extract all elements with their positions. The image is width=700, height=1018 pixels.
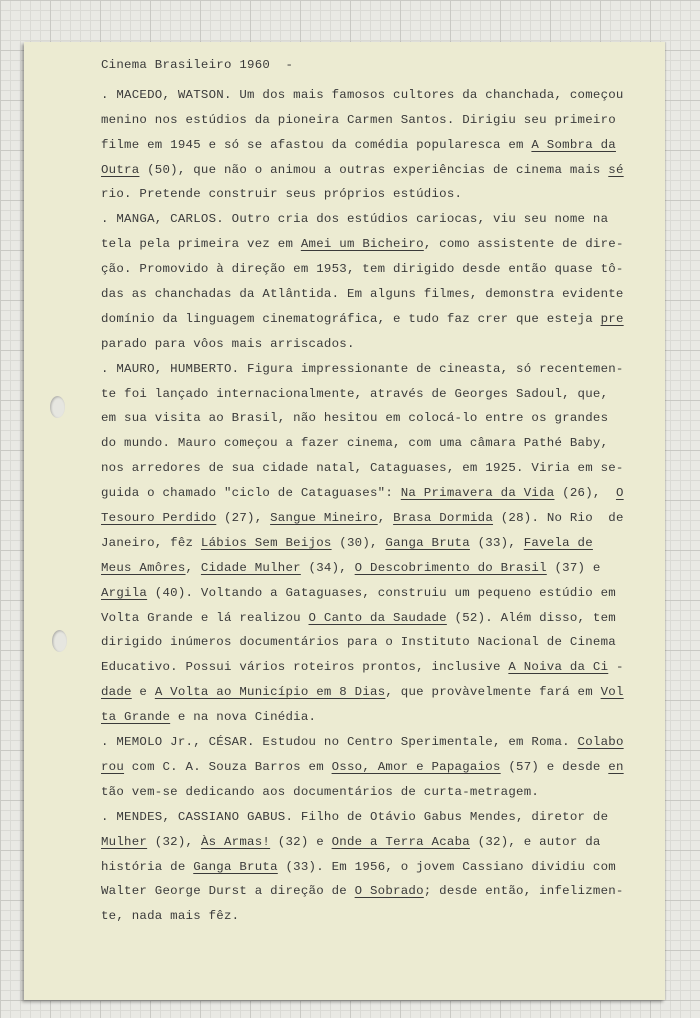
film-title: Ganga Bruta: [193, 859, 278, 874]
film-title: O Descobrimento do Brasil: [354, 560, 547, 575]
text-run: -: [608, 660, 624, 675]
text-line: [101, 904, 626, 929]
film-title: sé: [608, 162, 624, 177]
text-run: te, nada mais fêz.: [101, 909, 240, 924]
text-run: (26),: [554, 486, 616, 501]
text-line: [101, 531, 626, 556]
film-title: ta Grande: [101, 710, 171, 725]
film-title: Osso, Amor e Papagaios: [331, 759, 501, 774]
film-title: Meus Amôres: [101, 560, 186, 575]
text-run: filme em 1945 e só se afastou da comédia popularesca em: [101, 137, 532, 152]
text-line: [101, 282, 626, 307]
text-line: [101, 133, 626, 158]
text-run: . MAURO, HUMBERTO. Figura impressionante de cineasta, só recentemen-: [101, 361, 624, 376]
film-title: Sangue Mineiro: [270, 511, 378, 526]
film-title: Às Armas!: [200, 834, 271, 849]
text-run: (30),: [331, 535, 386, 550]
text-run: guida o chamado "ciclo de Cataguases":: [101, 486, 401, 501]
text-line: [101, 655, 626, 680]
text-run: (40). Voltando a Gataguases, construiu um pequeno estúdio em: [147, 585, 616, 600]
text-line: [101, 581, 626, 606]
text-line: [101, 357, 626, 382]
text-line: [101, 630, 626, 655]
punch-hole: [52, 630, 67, 652]
text-run: dirigido inúmeros documentários para o Instituto Nacional de Cinema: [101, 635, 616, 650]
text-line: [101, 207, 626, 232]
film-title: Vol: [600, 685, 624, 700]
text-run: em sua visita ao Brasil, não hesitou em colocá-lo entre os grandes: [101, 411, 609, 426]
film-title: O: [615, 486, 624, 501]
text-run: (33). Em 1956, o jovem Cassiano dividiu com: [277, 859, 616, 874]
text-run: domínio da linguagem cinematográfica, e tudo faz crer que esteja: [101, 311, 601, 326]
text-run: (27),: [216, 511, 271, 526]
text-line: [101, 879, 626, 904]
text-run: (57) e desde: [500, 759, 609, 774]
text-run: nos arredores de sua cidade natal, Cataguases, em 1925. Viria em se-: [101, 461, 624, 476]
text-run: Walter George Durst a direção de: [101, 884, 355, 899]
text-run: ,: [185, 560, 201, 575]
text-run: , que provàvelmente fará em: [385, 685, 601, 700]
text-run: tão vem-se dedicando aos documentários de curta-metragem.: [101, 784, 540, 799]
film-title: Tesouro Perdido: [101, 511, 217, 526]
text-run: (28). No Rio de: [493, 511, 624, 526]
text-line: [101, 506, 626, 531]
text-run: ; desde então, infelizmen-: [423, 884, 624, 899]
text-line: [101, 481, 626, 506]
film-title: Outra: [101, 162, 140, 177]
page-title: Cinema Brasileiro 1960 -: [101, 58, 294, 72]
text-run: e na nova Cinédia.: [170, 710, 317, 725]
text-line: [101, 431, 626, 456]
film-title: Lábios Sem Beijos: [200, 535, 332, 550]
text-run: . MENDES, CASSIANO GABUS. Filho de Otávio Gabus Mendes, diretor de: [101, 809, 609, 824]
text-line: [101, 780, 626, 805]
text-run: das as chanchadas da Atlântida. Em alguns filmes, demonstra evidente: [101, 287, 624, 302]
film-title: Amei um Bicheiro: [300, 237, 424, 252]
film-title: dade: [101, 685, 132, 700]
text-line: [101, 382, 626, 407]
film-title: en: [608, 759, 624, 774]
film-title: O Canto da Saudade: [308, 610, 447, 625]
film-title: A Volta ao Município em 8 Dias: [154, 685, 386, 700]
film-title: Brasa Dormida: [393, 511, 494, 526]
text-run: (33),: [469, 535, 524, 550]
text-run: tela pela primeira vez em: [101, 237, 301, 252]
text-run: , como assistente de dire-: [423, 237, 624, 252]
film-title: Mulher: [101, 834, 148, 849]
text-run: (37) e: [546, 560, 601, 575]
text-line: [101, 680, 626, 705]
text-line: [101, 332, 626, 357]
film-title: pre: [600, 311, 624, 326]
film-title: Favela de: [523, 535, 593, 550]
text-run: (50), que não o animou a outras experiências de cinema mais: [139, 162, 609, 177]
text-line: [101, 730, 626, 755]
body-text: [101, 83, 626, 929]
text-run: ção. Promovido à direção em 1953, tem dirigido desde então quase tô-: [101, 262, 624, 277]
text-run: Volta Grande e lá realizou: [101, 610, 309, 625]
text-run: . MACEDO, WATSON. Um dos mais famosos cultores da chanchada, começou: [101, 87, 624, 102]
text-run: te foi lançado internacionalmente, através de Georges Sadoul, que,: [101, 386, 609, 401]
text-run: e: [131, 685, 155, 700]
film-title: Onde a Terra Acaba: [331, 834, 470, 849]
text-run: menino nos estúdios da pioneira Carmen Santos. Dirigiu seu primeiro: [101, 112, 616, 127]
typewritten-text: [101, 53, 626, 929]
text-run: . MANGA, CARLOS. Outro cria dos estúdios cariocas, viu seu nome na: [101, 212, 609, 227]
text-line: [101, 158, 626, 183]
text-run: parado para vôos mais arriscados.: [101, 336, 355, 351]
text-run: história de: [101, 859, 194, 874]
film-title: Cidade Mulher: [200, 560, 301, 575]
text-run: do mundo. Mauro começou a fazer cinema, com uma câmara Pathé Baby,: [101, 436, 609, 451]
text-line: [101, 108, 626, 133]
text-line: [101, 456, 626, 481]
text-run: (52). Além disso, tem: [446, 610, 616, 625]
text-run: (32),: [147, 834, 201, 849]
film-title: A Noiva da Ci: [508, 660, 609, 675]
film-title: A Sombra da: [531, 137, 616, 152]
text-line: [101, 705, 626, 730]
text-line: [101, 182, 626, 207]
text-line: [101, 232, 626, 257]
text-line: [101, 257, 626, 282]
text-run: (34),: [300, 560, 355, 575]
text-run: (32) e: [270, 834, 332, 849]
text-line: [101, 556, 626, 581]
text-run: (32), e autor da: [469, 834, 601, 849]
text-line: [101, 755, 626, 780]
text-line: [101, 830, 626, 855]
text-run: ,: [377, 511, 394, 526]
film-title: Colabo: [577, 735, 624, 750]
text-run: rio. Pretende construir seus próprios estúdios.: [101, 187, 463, 202]
text-run: . MEMOLO Jr., CÉSAR. Estudou no Centro Sperimentale, em Roma.: [101, 735, 578, 750]
film-title: Ganga Bruta: [385, 535, 470, 550]
text-run: Janeiro, fêz: [101, 535, 201, 550]
text-line: [101, 805, 626, 830]
film-title: rou: [101, 759, 125, 774]
film-title: O Sobrado: [354, 884, 424, 899]
punch-hole: [50, 396, 65, 418]
text-line: [101, 855, 626, 880]
text-line: [101, 406, 626, 431]
film-title: Na Primavera da Vida: [400, 486, 555, 501]
text-run: Educativo. Possui vários roteiros prontos, inclusive: [101, 660, 509, 675]
film-title: Argila: [101, 585, 148, 600]
text-line: [101, 307, 626, 332]
text-line: [101, 606, 626, 631]
text-run: com C. A. Souza Barros em: [124, 759, 332, 774]
text-line: [101, 83, 626, 108]
